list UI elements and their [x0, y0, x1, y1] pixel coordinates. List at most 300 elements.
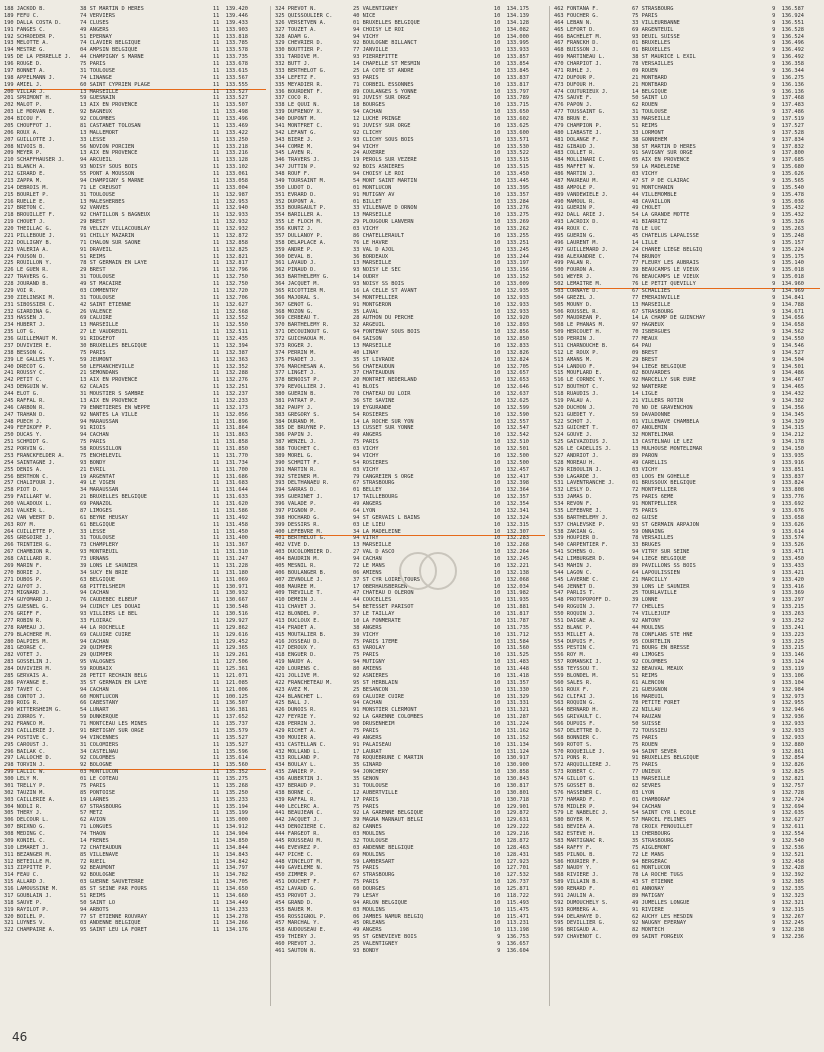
score: 9 134.527 [772, 349, 804, 356]
club: 94 VITRY SUR SEINE [632, 549, 690, 556]
rank-and-name: 312 BETEILLE M. [4, 858, 52, 865]
result-row [4, 721, 266, 728]
result-row [554, 391, 820, 398]
club: 13 MALESHERBES [80, 198, 125, 205]
score: 11 133.102 [212, 164, 248, 171]
club: 91 MONSTIER CLERMONT [353, 707, 417, 714]
score: 9 134.345 [772, 411, 804, 418]
club: 79 LESAY [353, 892, 379, 899]
club: 31 TOULOUSE [80, 67, 116, 74]
score: 10 132.657 [493, 370, 529, 377]
club: 72 TOUSSIEU [632, 727, 668, 734]
result-row [275, 838, 545, 845]
score: 11 132.750 [212, 274, 248, 281]
score: 11 132.511 [212, 329, 248, 336]
result-row [275, 659, 545, 666]
score: 11 132.056 [212, 411, 248, 418]
result-row [275, 934, 545, 941]
club: 18 BOURGES [353, 102, 385, 109]
result-row [554, 810, 820, 817]
result-row [275, 948, 545, 955]
score: 10 131.124 [493, 748, 529, 755]
result-row [275, 102, 545, 109]
rank-and-name: 489 VANDEWIELE J. [554, 191, 609, 198]
result-row [4, 632, 266, 639]
result-row [275, 797, 545, 804]
rank-and-name: 483 COLLET R. [554, 150, 596, 157]
score: 10 132.590 [493, 411, 529, 418]
result-row [554, 302, 820, 309]
club: 28 PETIT RECHAIN BELG [80, 672, 147, 679]
club: 21 SEMONDANS [80, 370, 119, 377]
score: 9 137.519 [772, 116, 804, 122]
score: 11 134.650 [212, 886, 248, 892]
score: 11 134.842 [212, 858, 248, 865]
rank-and-name: 514 LANDUO F. [554, 363, 596, 370]
rank-and-name: 360 DEVAL B. [275, 253, 314, 260]
score: 10 133.009 [493, 281, 529, 287]
score: 9 132.821 [772, 776, 804, 782]
score: 9 134.841 [772, 294, 804, 301]
club: 91 BRETIGNY SUR ORGE [80, 727, 144, 734]
result-row [4, 852, 266, 859]
result-row [4, 769, 266, 776]
rank-and-name: 315 ALLARD J. [4, 879, 46, 886]
result-row [554, 625, 820, 632]
club: 92 NAUGNY EPERNAY [632, 920, 687, 927]
result-row [554, 872, 820, 879]
rank-and-name: 521 GUEDET Y. [554, 411, 596, 418]
result-row [275, 157, 545, 164]
club: 14 LILLE [632, 239, 658, 246]
club: 17 LAURAT [353, 748, 382, 755]
club: 35 GENON [353, 776, 379, 782]
club: 29 QUIMPER [80, 652, 112, 659]
result-row [554, 790, 820, 797]
score: 9 135.224 [772, 246, 804, 253]
result-row [554, 886, 820, 893]
result-row [554, 185, 820, 192]
rank-and-name: 576 HASSENER C. [554, 789, 602, 796]
club: 35 ST LIVRADE [353, 356, 395, 363]
rank-and-name: 520 DUCHON J. [554, 404, 596, 411]
score: 11 131.863 [212, 432, 248, 439]
rank-and-name: 207 GUILLOTTE J. [4, 136, 56, 143]
rank-and-name: 511 CHARNOUCHE B. [554, 342, 609, 349]
score: 10 129.901 [493, 803, 529, 810]
rank-and-name: 375 FRADET J. [275, 356, 317, 363]
club: 92 BEAUMONT [80, 865, 116, 872]
score: 10 129.872 [493, 810, 529, 817]
club: 64 LAPOULISSIEN [632, 569, 680, 576]
club: 31 TOULOUSE [80, 191, 116, 198]
club: 33 BRUGES [632, 542, 661, 549]
result-row [554, 47, 820, 54]
rank-and-name: 351 EVRARD D. [275, 191, 317, 198]
club: 37 ST CYR LOIRE TOURS [353, 576, 420, 583]
result-row [275, 164, 545, 171]
score: 10 133.789 [493, 95, 529, 102]
score: 9 134.960 [772, 281, 804, 287]
rank-and-name: 586 HOURIER F. [554, 858, 599, 865]
rank-and-name: 282 VOTET J. [4, 652, 43, 659]
rank-and-name: 308 MEDING C. [4, 831, 46, 837]
rank-and-name: 378 BENOIST P. [275, 377, 320, 384]
club: 51 REIMS [80, 892, 106, 899]
score: 10 132.034 [493, 583, 529, 590]
score: 11 134.449 [212, 899, 248, 906]
result-row [275, 859, 545, 866]
rank-and-name: 376 MARCHESAN A. [275, 363, 327, 370]
rank-and-name: 194 MESTRE G. [4, 47, 46, 54]
rank-and-name: 416 JOSSEAU D. [275, 638, 320, 645]
score: 9 135.157 [772, 239, 804, 246]
rank-and-name: 595 DEVILLIER G. [554, 920, 606, 927]
score: 11 134.904 [212, 831, 248, 837]
score: 11 131.492 [212, 514, 248, 521]
club: 37 LE TAILLAY [353, 611, 395, 617]
club: 75 PARIS [632, 762, 658, 769]
club: 09 ROUEN [632, 67, 658, 74]
score: 11 131.400 [212, 535, 248, 542]
result-row [4, 425, 266, 432]
score: 10 132.068 [493, 576, 529, 583]
club: 44 LA ROCHELLE [80, 624, 125, 631]
rank-and-name: 431 CASTELLAN C. [275, 741, 327, 748]
score: 9 134.382 [772, 397, 804, 404]
club: 95 VALOGNES [80, 659, 116, 666]
club: 91 JUVISY SUR ORGE [353, 95, 411, 102]
club: 78 PETITE FORET [632, 700, 680, 707]
rank-and-name: 590 RENARD F. [554, 886, 596, 892]
club: 67 STRASBOURG [80, 803, 122, 810]
score: 11 132.288 [212, 370, 248, 377]
score: 9 132.458 [772, 858, 804, 865]
result-row [4, 95, 266, 102]
rank-and-name: 314 FEAU C. [4, 872, 40, 879]
rank-and-name: 565 GRIVAULT C. [554, 714, 602, 721]
score: 11 131.734 [212, 459, 248, 466]
score: 9 135.432 [772, 205, 804, 212]
result-row [4, 611, 266, 618]
score: 10 118.722 [493, 892, 529, 899]
rank-and-name: 402 VIVE D. [275, 542, 311, 549]
club: 91 MUTIGNY AV [353, 191, 395, 198]
score: 11 132.363 [212, 356, 248, 363]
result-row [4, 164, 266, 171]
result-row [554, 687, 820, 694]
club: 75 PARIS 17EME [353, 638, 398, 645]
result-row [4, 322, 266, 329]
score: 11 129.261 [212, 652, 248, 659]
club: 14 LA ROCHE SUR YON [353, 418, 414, 425]
score: 9 135.018 [772, 267, 804, 274]
club: 93 PARIS [353, 74, 379, 81]
score: 11 133.216 [212, 150, 248, 157]
result-row [275, 61, 545, 68]
result-row [275, 755, 545, 762]
score: 9 133.225 [772, 638, 804, 645]
rank-and-name: 588 RIVIERE J. [554, 872, 599, 879]
score: 10 132.920 [493, 315, 529, 322]
rank-and-name: 401 BERTHELOT G. [275, 535, 327, 542]
rank-and-name: 550 ROQUIN J. [554, 611, 596, 617]
club: 94 CHOISY LE ROI [353, 171, 405, 177]
rank-and-name: 427 FEYRIE Y. [275, 714, 317, 721]
score: 10 131.735 [493, 624, 529, 631]
score: 10 133.817 [493, 81, 529, 88]
result-row [554, 529, 820, 536]
result-row [275, 852, 545, 859]
club: 95 COURTELIN [632, 638, 671, 645]
rank-and-name: 201 SPRIMONT H. [4, 95, 52, 102]
club: 49 JUMELLES LONGUE [632, 899, 690, 906]
rank-and-name: 478 BRUN E. [554, 116, 590, 122]
club: 76 LE PETIT QUEVILLY [632, 281, 696, 287]
result-row [4, 542, 266, 549]
club: 29 BREST [80, 267, 106, 274]
rank-and-name: 389 MOREL G. [275, 452, 314, 459]
result-row [554, 852, 820, 859]
result-row [554, 804, 820, 811]
rank-and-name: 531 LAVENTRANCHE J. [554, 480, 615, 487]
result-row [4, 680, 266, 687]
score: 11 127.506 [212, 659, 248, 666]
score: 9 137.468 [772, 95, 804, 102]
result-row [275, 515, 545, 522]
score: 11 133.785 [212, 40, 248, 47]
rank-and-name: 444 FARGEOT R. [275, 831, 320, 837]
result-row [554, 281, 820, 288]
club: 44 CHAMPIGNY S MARNE [80, 54, 144, 61]
club: 49 LIMOGES [632, 652, 664, 659]
rank-and-name: 320 BOILEL P. [4, 913, 46, 920]
result-row [4, 590, 266, 597]
score: 10 131.224 [493, 721, 529, 727]
result-row [554, 666, 820, 673]
result-row [275, 302, 545, 309]
result-row [4, 480, 266, 487]
score: 10 131.982 [493, 590, 529, 597]
result-row [275, 185, 545, 192]
result-row [4, 865, 266, 872]
rank-and-name: 573 ROBERT C. [554, 769, 596, 776]
club: 92 BOLOGNE [80, 762, 112, 769]
result-row [275, 618, 545, 625]
club: 89 PAVILLONS SS BOIS [632, 562, 696, 569]
rank-and-name: 406 BOULANGER B. [275, 569, 327, 576]
rank-and-name: 305 THERY J. [4, 810, 43, 817]
club: 33 FLOIRAC [80, 617, 112, 624]
rank-and-name: 471 RUHLE J. [554, 67, 593, 74]
rank-and-name: 241 ROUSSY C. [4, 370, 46, 377]
rank-and-name: 383 GREGORY S. [275, 411, 320, 418]
club: 94 CACHAN [353, 700, 382, 707]
club: 33 VILLEURBANNE [632, 19, 680, 26]
rank-and-name: 327 TOUZET A. [275, 26, 317, 33]
score: 10 132.500 [493, 459, 529, 466]
result-row [275, 123, 545, 130]
result-row [4, 776, 266, 783]
result-row [554, 322, 820, 329]
club: 92 NANTERRE [632, 384, 668, 391]
result-row [554, 762, 820, 769]
score: 11 132.550 [212, 322, 248, 329]
score: 10 129.222 [493, 824, 529, 831]
score: 10 132.417 [493, 473, 529, 480]
club: 75 PARIS [80, 439, 106, 446]
result-row [275, 274, 545, 281]
rank-and-name: 396 VALADE P. [275, 501, 317, 507]
score: 10 113.198 [493, 927, 529, 934]
club: 85 VILLENAVE [80, 851, 119, 858]
rank-and-name: 373 ROGER J. [275, 342, 314, 349]
rank-and-name: 382 PAUPY J. [275, 404, 314, 411]
score: 9 132.933 [772, 727, 804, 734]
rank-and-name: 264 CUILLETTE P. [4, 528, 56, 535]
result-row [554, 288, 820, 295]
club: 92 LA GARENNE COLOMBES [353, 714, 424, 721]
score: 11 133.818 [212, 33, 248, 40]
result-row [554, 6, 820, 13]
club: 59 JEUMONT [80, 356, 112, 363]
club: 76 CAUDEBEC ELBEUF [80, 597, 138, 604]
result-row [4, 171, 266, 178]
score: 10 128.872 [493, 837, 529, 844]
rank-and-name: 354 BARILLER A. [275, 212, 323, 219]
result-row [554, 673, 820, 680]
rank-and-name: 335 MEYADIER R. [275, 81, 323, 88]
result-row [275, 673, 545, 680]
club: 51 REIMS [632, 672, 658, 679]
score: 9 133.369 [772, 590, 804, 597]
score: 10 134.082 [493, 26, 529, 33]
club: 57 MARCEL FELINES [632, 817, 687, 824]
club: 94 LIEGE BELGIQUE [632, 556, 687, 562]
score: 11 133.903 [212, 26, 248, 33]
result-row [554, 254, 820, 261]
rank-and-name: 230 ZIELINSKI M. [4, 294, 56, 301]
result-row [4, 240, 266, 247]
rank-and-name: 276 GRIFF F. [4, 611, 43, 617]
result-row [275, 95, 545, 102]
club: 71 BOURG EN BRESSE [632, 645, 690, 652]
club: 03 COMMENTRY [80, 287, 119, 294]
rank-and-name: 510 PERRIN J. [554, 336, 596, 342]
club: 21 BRUXELLES BELGIQUE [80, 494, 147, 501]
club: 63 BELGIQUE [80, 576, 116, 583]
club: 92 LA GARENNE BELGIQUE [353, 810, 424, 817]
club: 49 CHOLET [632, 205, 661, 212]
club: 33 LESSE [80, 528, 106, 535]
score: 9 137.528 [772, 129, 804, 136]
club: 17 TAILLEBOURG [353, 494, 398, 501]
score: 10 133.857 [493, 54, 529, 61]
score: 9 136.604 [497, 947, 529, 954]
rank-and-name: 562 CLIFAI J. [554, 693, 596, 700]
result-row [554, 164, 820, 171]
score: 10 133.995 [493, 40, 529, 47]
club: 78 ROQUEBRUNE C MARTIN [353, 755, 424, 762]
club: 61 MONTLUCON [632, 865, 671, 872]
result-row [275, 467, 545, 474]
rank-and-name: 277 ROBIN R. [4, 617, 43, 624]
rank-and-name: 255 DENIS A. [4, 466, 43, 473]
rank-and-name: 391 MARTIN R. [275, 466, 317, 473]
club: 91 JUVISY SUR ORGE [353, 122, 411, 129]
club: 55 PONT A MOUSSON [80, 171, 135, 177]
score: 9 132.728 [772, 789, 804, 796]
result-row [554, 370, 820, 377]
club: 35 STRASBOURG [632, 837, 674, 844]
club: 26 VALENCE [80, 308, 112, 315]
result-row [554, 34, 820, 41]
score: 9 135.036 [772, 198, 804, 205]
club: 77 MEAUX [632, 336, 658, 342]
score: 9 137.800 [772, 150, 804, 157]
rank-and-name: 291 ZORROS Y. [4, 714, 46, 721]
rank-and-name: 558 TEYSSOU T. [554, 666, 599, 672]
score: 10 133.650 [493, 109, 529, 116]
result-row [275, 735, 545, 742]
rank-and-name: 584 RAFFY F. [554, 844, 593, 851]
result-row [554, 116, 820, 123]
result-row [4, 790, 266, 797]
club: 64 LYON [353, 507, 376, 514]
result-row [554, 171, 820, 178]
club: 93 MONTREUIL [80, 549, 119, 556]
score: 10 131.152 [493, 734, 529, 741]
club: 93 PIERREFITTE [353, 54, 398, 61]
column-divider [549, 6, 550, 1006]
result-row [4, 886, 266, 893]
rank-and-name: 311 BEZANGER M. [4, 851, 52, 858]
score: 11 133.004 [212, 184, 248, 191]
club: 91 PALAISEAU [353, 741, 392, 748]
rank-and-name: 462 FONTANA F. [554, 6, 599, 12]
club: 60 DOURGES [353, 886, 385, 892]
score: 10 134.139 [493, 12, 529, 19]
result-row [275, 364, 545, 371]
result-row [4, 144, 266, 151]
club: 44 COUCELLES [353, 597, 392, 604]
result-row [4, 762, 266, 769]
club: 30 BRUXELLES BELGIQUE [80, 342, 147, 349]
result-row [554, 274, 820, 281]
rank-and-name: 419 NAUDY A. [275, 659, 314, 666]
result-row [275, 247, 545, 254]
club: 70 ISBERGUES [632, 329, 671, 336]
result-row [554, 247, 820, 254]
score: 9 133.824 [772, 480, 804, 487]
club: 92 NANTES LA VILLE [80, 411, 138, 418]
result-row [275, 150, 545, 157]
rank-and-name: 477 TOUSSAINT G. [554, 109, 606, 116]
rank-and-name: 563 ROQUIN G. [554, 700, 596, 707]
result-row [275, 762, 545, 769]
rank-and-name: 339 DUFRENOY X. [275, 109, 323, 116]
rank-and-name: 188 JACKOD B. [4, 6, 46, 12]
club: 31 TOULOUSE [80, 535, 116, 542]
club: 66 CABESTANY [80, 700, 119, 707]
rank-and-name: 261 VALKER L. [4, 507, 46, 514]
club: 75 PARIS [353, 652, 379, 659]
club: 79 ENNETIERES EN WEPPE [80, 404, 151, 411]
rank-and-name: 597 CHAVENOT C. [554, 934, 602, 941]
club: 12 AUBERTVILLE [353, 789, 398, 796]
club: 21 GUEUGNON [632, 686, 668, 693]
rank-and-name: 210 SCHAFFHAUSER J. [4, 157, 65, 164]
